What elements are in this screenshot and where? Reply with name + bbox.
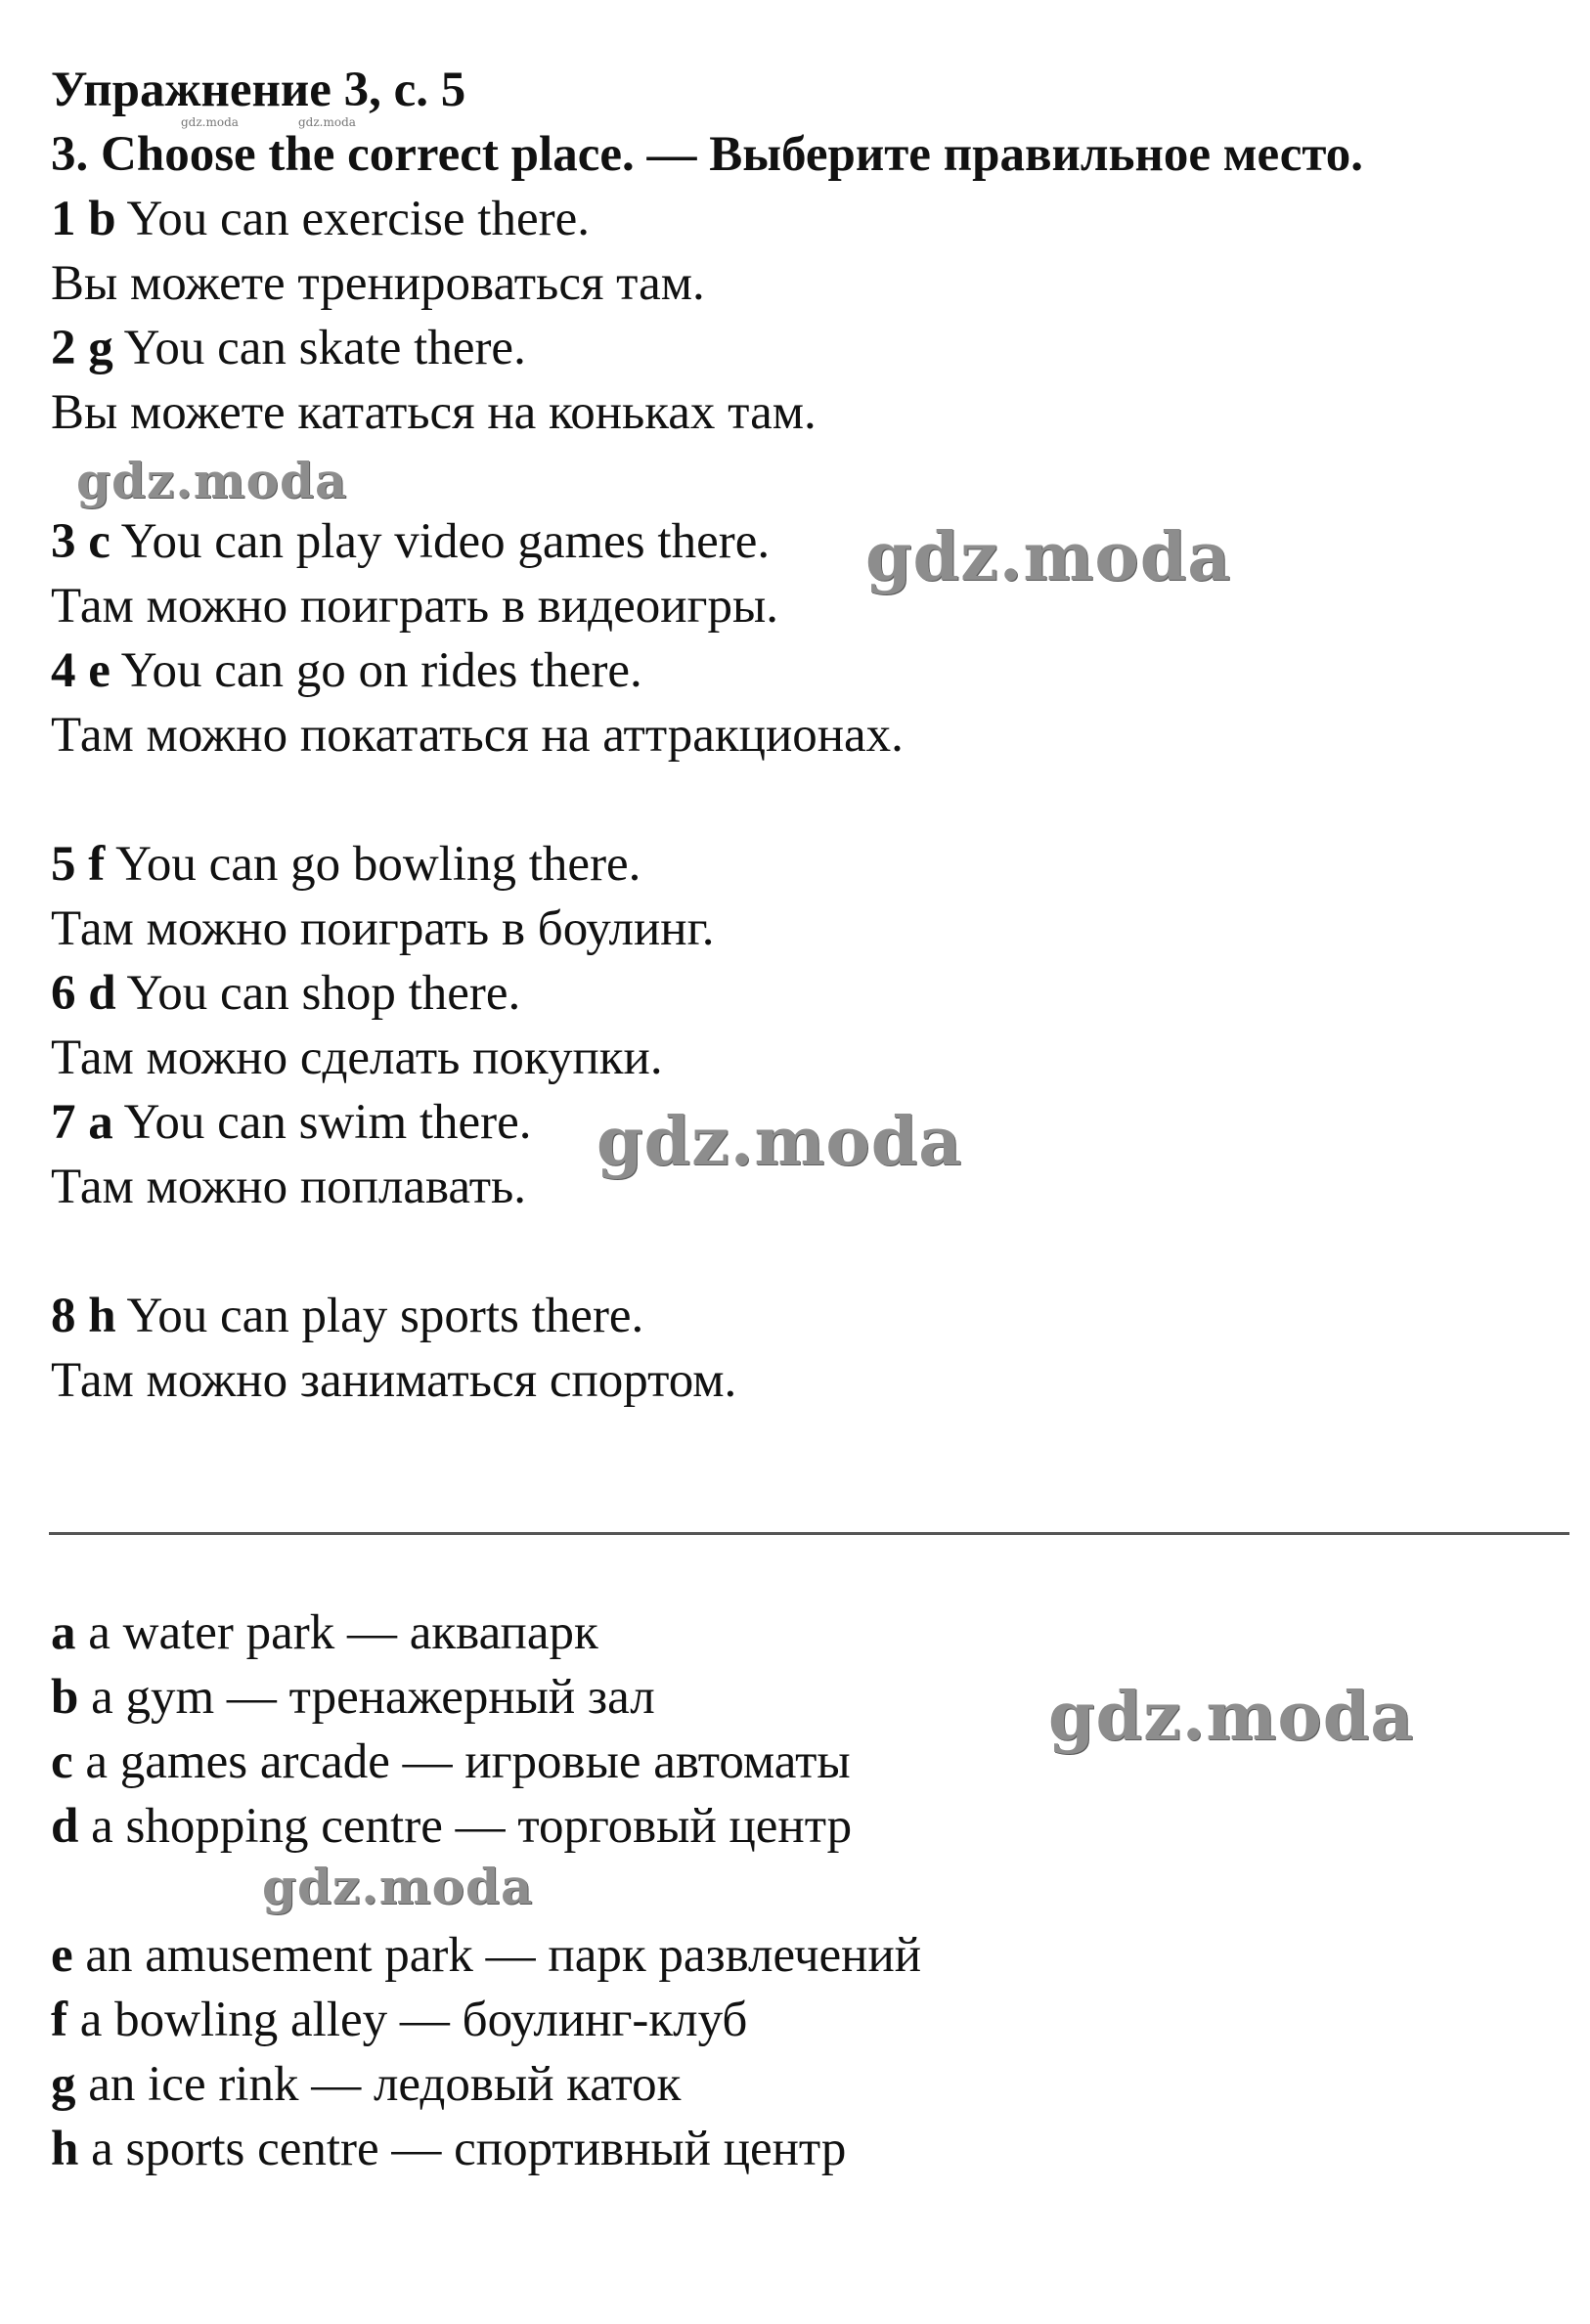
exercise-title: Упражнение 3, с. 5 (51, 63, 466, 117)
answer-7-ru: Там можно поплавать. (51, 1160, 527, 1214)
answer-6-ru: Там можно сделать покупки. (51, 1030, 663, 1085)
place-d (51, 1797, 852, 1856)
watermark: gdz.moda (1048, 1678, 1415, 1756)
answer-6-en (51, 964, 520, 1023)
answer-8-ru: Там можно заниматься спортом. (51, 1353, 737, 1408)
place-g (51, 2055, 681, 2114)
place-letter: f (51, 1993, 67, 2047)
watermark: gdz.moda (262, 1858, 534, 1915)
place-letter: a (51, 1605, 76, 1660)
answer-number: 3 c (51, 514, 110, 569)
place-h (51, 2120, 846, 2178)
place-e (51, 1926, 921, 1985)
watermark: gdz.moda (865, 518, 1232, 596)
answer-english: You can go bowling there. (115, 837, 641, 892)
answer-4-en (51, 641, 642, 700)
place-letter: c (51, 1734, 73, 1789)
place-text: a shopping centre — торговый центр (91, 1799, 853, 1854)
section-divider (49, 1532, 1569, 1535)
watermark: gdz.moda (596, 1103, 963, 1181)
answer-english: You can shop there. (126, 966, 521, 1021)
answer-number: 1 b (51, 192, 116, 246)
place-letter: h (51, 2122, 79, 2176)
place-text: a gym — тренажерный зал (91, 1670, 655, 1725)
answer-1-en (51, 190, 590, 248)
answer-english: You can swim there. (123, 1095, 532, 1150)
answer-number: 5 f (51, 837, 106, 892)
place-f (51, 1991, 747, 2049)
place-letter: b (51, 1670, 79, 1725)
answer-5-ru: Там можно поиграть в боулинг. (51, 901, 715, 956)
answer-english: You can go on rides there. (120, 643, 642, 698)
answer-number: 2 g (51, 321, 113, 375)
place-text: a water park — аквапарк (88, 1605, 598, 1660)
answer-number: 6 d (51, 966, 116, 1021)
watermark-small: gdz.moda (181, 115, 239, 129)
place-text: an ice rink — ледовый каток (88, 2057, 682, 2112)
place-text: a bowling alley — боулинг-клуб (79, 1993, 748, 2047)
answer-number: 7 a (51, 1095, 113, 1150)
place-letter: g (51, 2057, 76, 2112)
place-text: a sports centre — спортивный центр (91, 2122, 847, 2176)
place-letter: d (51, 1799, 79, 1854)
answer-7-en (51, 1093, 532, 1152)
answer-2-ru: Вы можете кататься на коньках там. (51, 385, 817, 440)
answer-1-ru: Вы можете тренироваться там. (51, 256, 705, 311)
place-letter: e (51, 1928, 73, 1983)
answer-english: You can play sports there. (126, 1289, 644, 1343)
answer-2-en (51, 319, 526, 377)
answer-5-en (51, 835, 640, 894)
answer-8-en (51, 1287, 643, 1345)
answer-english: You can exercise there. (126, 192, 590, 246)
answer-english: You can skate there. (123, 321, 526, 375)
watermark: gdz.moda (76, 452, 348, 509)
place-text: an amusement park — парк развлечений (85, 1928, 922, 1983)
watermark-small: gdz.moda (298, 115, 356, 129)
answer-english: You can play video games there. (120, 514, 771, 569)
answer-number: 8 h (51, 1289, 116, 1343)
task-heading: 3. Choose the correct place. — Выберите правильное место. (51, 127, 1363, 182)
place-b (51, 1668, 655, 1727)
place-a (51, 1603, 598, 1662)
answer-3-ru: Там можно поиграть в видеоигры. (51, 579, 778, 634)
answer-4-ru: Там можно покататься на аттракционах. (51, 708, 904, 763)
place-c (51, 1732, 851, 1791)
place-text: a games arcade — игровые автоматы (85, 1734, 851, 1789)
answer-3-en (51, 512, 770, 571)
answer-number: 4 e (51, 643, 110, 698)
